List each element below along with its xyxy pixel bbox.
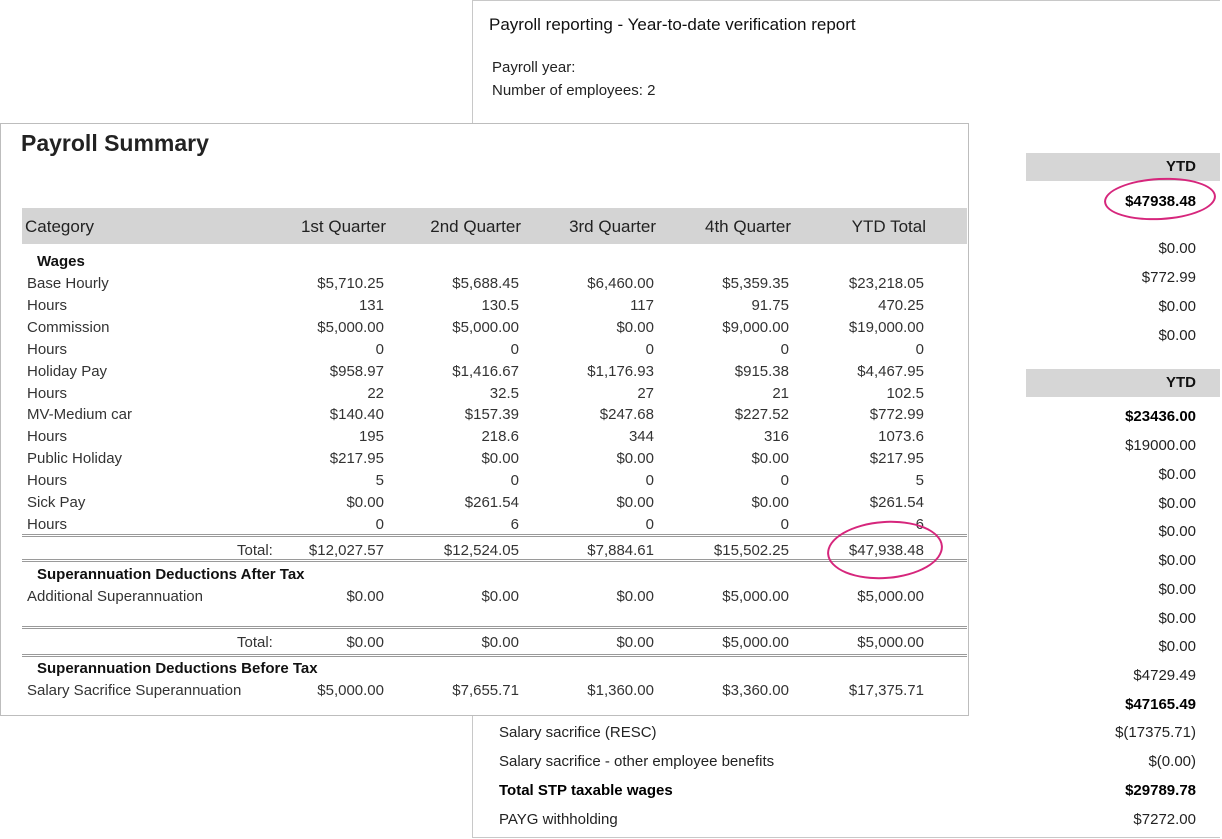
row-value: $0.00 [346, 588, 384, 605]
row-value: $157.39 [464, 406, 519, 423]
report-value: $0.00 [1158, 523, 1196, 540]
row-label: Salary Sacrifice Superannuation [27, 682, 242, 699]
row-value: $1,360.00 [587, 682, 654, 699]
total-value: $0.00 [616, 634, 654, 651]
row-value: $6,460.00 [587, 275, 654, 292]
page-gap [968, 124, 1022, 198]
row-value: 344 [628, 428, 654, 445]
total-value: $7,884.61 [587, 542, 654, 559]
column-header: 4th Quarter [705, 217, 791, 236]
row-value: $5,688.45 [452, 275, 519, 292]
row-value: 195 [358, 428, 384, 445]
total-value: $12,524.05 [443, 542, 519, 559]
report-row-label: Salary sacrifice (RESC) [499, 724, 657, 741]
row-value: 0 [645, 516, 654, 533]
total-label: Total: [237, 542, 273, 559]
report-value: $0.00 [1158, 552, 1196, 569]
section-title: Superannuation Deductions After Tax [37, 566, 305, 583]
table-row [1, 273, 968, 295]
row-value: 6 [915, 516, 924, 533]
report-row-label: PAYG withholding [499, 811, 618, 828]
row-value: $227.52 [734, 406, 789, 423]
report-title: Payroll reporting - Year-to-date verification report [489, 15, 856, 34]
row-label: Hours [27, 341, 68, 358]
report-value: $47938.48 [1125, 193, 1196, 210]
payroll-year-label: Payroll year: [492, 59, 576, 76]
row-value: $9,000.00 [722, 319, 789, 336]
row-value: 102.5 [886, 385, 924, 402]
row-value: 316 [763, 428, 789, 445]
report-value: $0.00 [1158, 495, 1196, 512]
divider [22, 534, 967, 537]
report-value: $0.00 [1158, 298, 1196, 315]
payroll-summary [0, 123, 969, 716]
row-value: 0 [780, 341, 789, 358]
row-value: $3,360.00 [722, 682, 789, 699]
row-value: $1,176.93 [587, 363, 654, 380]
row-value: 218.6 [481, 428, 519, 445]
report-value: $0.00 [1158, 581, 1196, 598]
row-value: 130.5 [481, 297, 519, 314]
row-value: 0 [780, 516, 789, 533]
row-value: 0 [915, 341, 924, 358]
total-value: $5,000.00 [722, 634, 789, 651]
table-row [1, 339, 968, 361]
row-value: 91.75 [751, 297, 789, 314]
row-label: Commission [27, 319, 110, 336]
table-row [1, 383, 968, 405]
section-title: Superannuation Deductions Before Tax [37, 660, 318, 677]
total-value: $5,000.00 [857, 634, 924, 651]
row-label: Sick Pay [27, 494, 86, 511]
row-label: Holiday Pay [27, 363, 108, 380]
row-label: Additional Superannuation [27, 588, 203, 605]
row-value: 0 [645, 341, 654, 358]
column-header: 1st Quarter [300, 217, 386, 236]
report-value: $47165.49 [1125, 696, 1196, 713]
row-value: $1,416.67 [452, 363, 519, 380]
row-value: $0.00 [616, 450, 654, 467]
row-label: Base Hourly [27, 275, 109, 292]
row-value: 6 [510, 516, 519, 533]
total-value: $12,027.57 [308, 542, 384, 559]
row-label: Hours [27, 516, 68, 533]
row-value: $772.99 [869, 406, 924, 423]
total-value: $0.00 [346, 634, 384, 651]
report-value: $0.00 [1158, 327, 1196, 344]
row-value: $0.00 [616, 319, 654, 336]
report-row-label: Salary sacrifice - other employee benefits [499, 753, 775, 770]
row-value: $17,375.71 [848, 682, 924, 699]
row-value: $0.00 [616, 588, 654, 605]
report-value: $4729.49 [1133, 667, 1196, 684]
row-value: $5,000.00 [317, 319, 384, 336]
row-value: $140.40 [329, 406, 384, 423]
ytd-header: YTD [1166, 158, 1196, 175]
row-value: 21 [772, 385, 789, 402]
row-value: $217.95 [869, 450, 924, 467]
total-value: $0.00 [481, 634, 519, 651]
column-header: YTD Total [851, 217, 926, 236]
section-header [1, 564, 968, 586]
table-row [1, 492, 968, 514]
total-value: $15,502.25 [713, 542, 789, 559]
table-row [1, 295, 968, 317]
table-row [1, 586, 968, 608]
divider [22, 626, 967, 629]
row-value: $217.95 [329, 450, 384, 467]
table-row [1, 426, 968, 448]
row-value: $5,359.35 [722, 275, 789, 292]
table-row [1, 404, 968, 426]
ytd-header-bar [1026, 153, 1220, 181]
ytd-header: YTD [1166, 374, 1196, 391]
report-value: $23436.00 [1125, 408, 1196, 425]
row-value: $0.00 [481, 588, 519, 605]
row-value: 131 [358, 297, 384, 314]
row-value: $5,000.00 [722, 588, 789, 605]
row-value: 0 [645, 472, 654, 489]
report-row-label: Total STP taxable wages [499, 782, 673, 799]
row-value: 0 [375, 516, 384, 533]
summary-title: Payroll Summary [21, 130, 209, 156]
row-label: MV-Medium car [27, 406, 133, 423]
section-header [1, 251, 968, 273]
total-label: Total: [237, 634, 273, 651]
report-value: $0.00 [1158, 610, 1196, 627]
row-value: 0 [375, 341, 384, 358]
row-value: $958.97 [329, 363, 384, 380]
column-header: Category [25, 217, 94, 236]
row-value: 32.5 [489, 385, 519, 402]
row-value: $247.68 [599, 406, 654, 423]
row-value: 0 [510, 472, 519, 489]
row-value: 27 [637, 385, 654, 402]
report-value: $(0.00) [1148, 753, 1196, 770]
table-row [1, 317, 968, 339]
row-value: $5,000.00 [452, 319, 519, 336]
report-value: $19000.00 [1125, 437, 1196, 454]
table-row [1, 361, 968, 383]
table-header [22, 208, 967, 244]
row-value: 117 [630, 297, 654, 314]
row-value: $7,655.71 [452, 682, 519, 699]
row-value: 5 [375, 472, 384, 489]
row-label: Hours [27, 472, 68, 489]
ytd-header-bar [1026, 369, 1220, 397]
total-value: $47,938.48 [848, 542, 924, 559]
row-value: $19,000.00 [848, 319, 924, 336]
table-row [1, 680, 968, 702]
report-value: $(17375.71) [1115, 724, 1196, 741]
row-value: $23,218.05 [848, 275, 924, 292]
report-value: $0.00 [1158, 240, 1196, 257]
report-value: $29789.78 [1125, 782, 1196, 799]
row-label: Hours [27, 297, 68, 314]
row-value: $261.54 [464, 494, 519, 511]
row-value: $0.00 [481, 450, 519, 467]
employee-count: Number of employees: 2 [492, 82, 656, 99]
row-value: $0.00 [751, 450, 789, 467]
column-header: 3rd Quarter [569, 217, 656, 236]
row-value: 22 [367, 385, 384, 402]
row-value: $0.00 [346, 494, 384, 511]
row-label: Hours [27, 428, 68, 445]
row-label: Public Holiday [27, 450, 123, 467]
row-value: 5 [915, 472, 924, 489]
row-value: $0.00 [751, 494, 789, 511]
divider [22, 654, 967, 657]
table-row [1, 470, 968, 492]
column-header: 2nd Quarter [430, 217, 521, 236]
section-header [1, 658, 968, 680]
row-value: $5,000.00 [317, 682, 384, 699]
row-value: $4,467.95 [857, 363, 924, 380]
row-value: 1073.6 [878, 428, 924, 445]
table-row [1, 448, 968, 470]
total-row [1, 632, 968, 654]
row-value: $915.38 [734, 363, 789, 380]
table-row [1, 514, 968, 536]
row-value: 0 [780, 472, 789, 489]
section-title: Wages [37, 253, 85, 270]
report-value: $7272.00 [1133, 811, 1196, 828]
row-label: Hours [27, 385, 68, 402]
row-value: $5,710.25 [317, 275, 384, 292]
total-row [1, 540, 968, 562]
row-value: 0 [510, 341, 519, 358]
report-value: $0.00 [1158, 466, 1196, 483]
row-value: $0.00 [616, 494, 654, 511]
row-value: 470.25 [878, 297, 924, 314]
report-value: $0.00 [1158, 638, 1196, 655]
row-value: $261.54 [869, 494, 924, 511]
row-value: $5,000.00 [857, 588, 924, 605]
report-value: $772.99 [1141, 269, 1196, 286]
